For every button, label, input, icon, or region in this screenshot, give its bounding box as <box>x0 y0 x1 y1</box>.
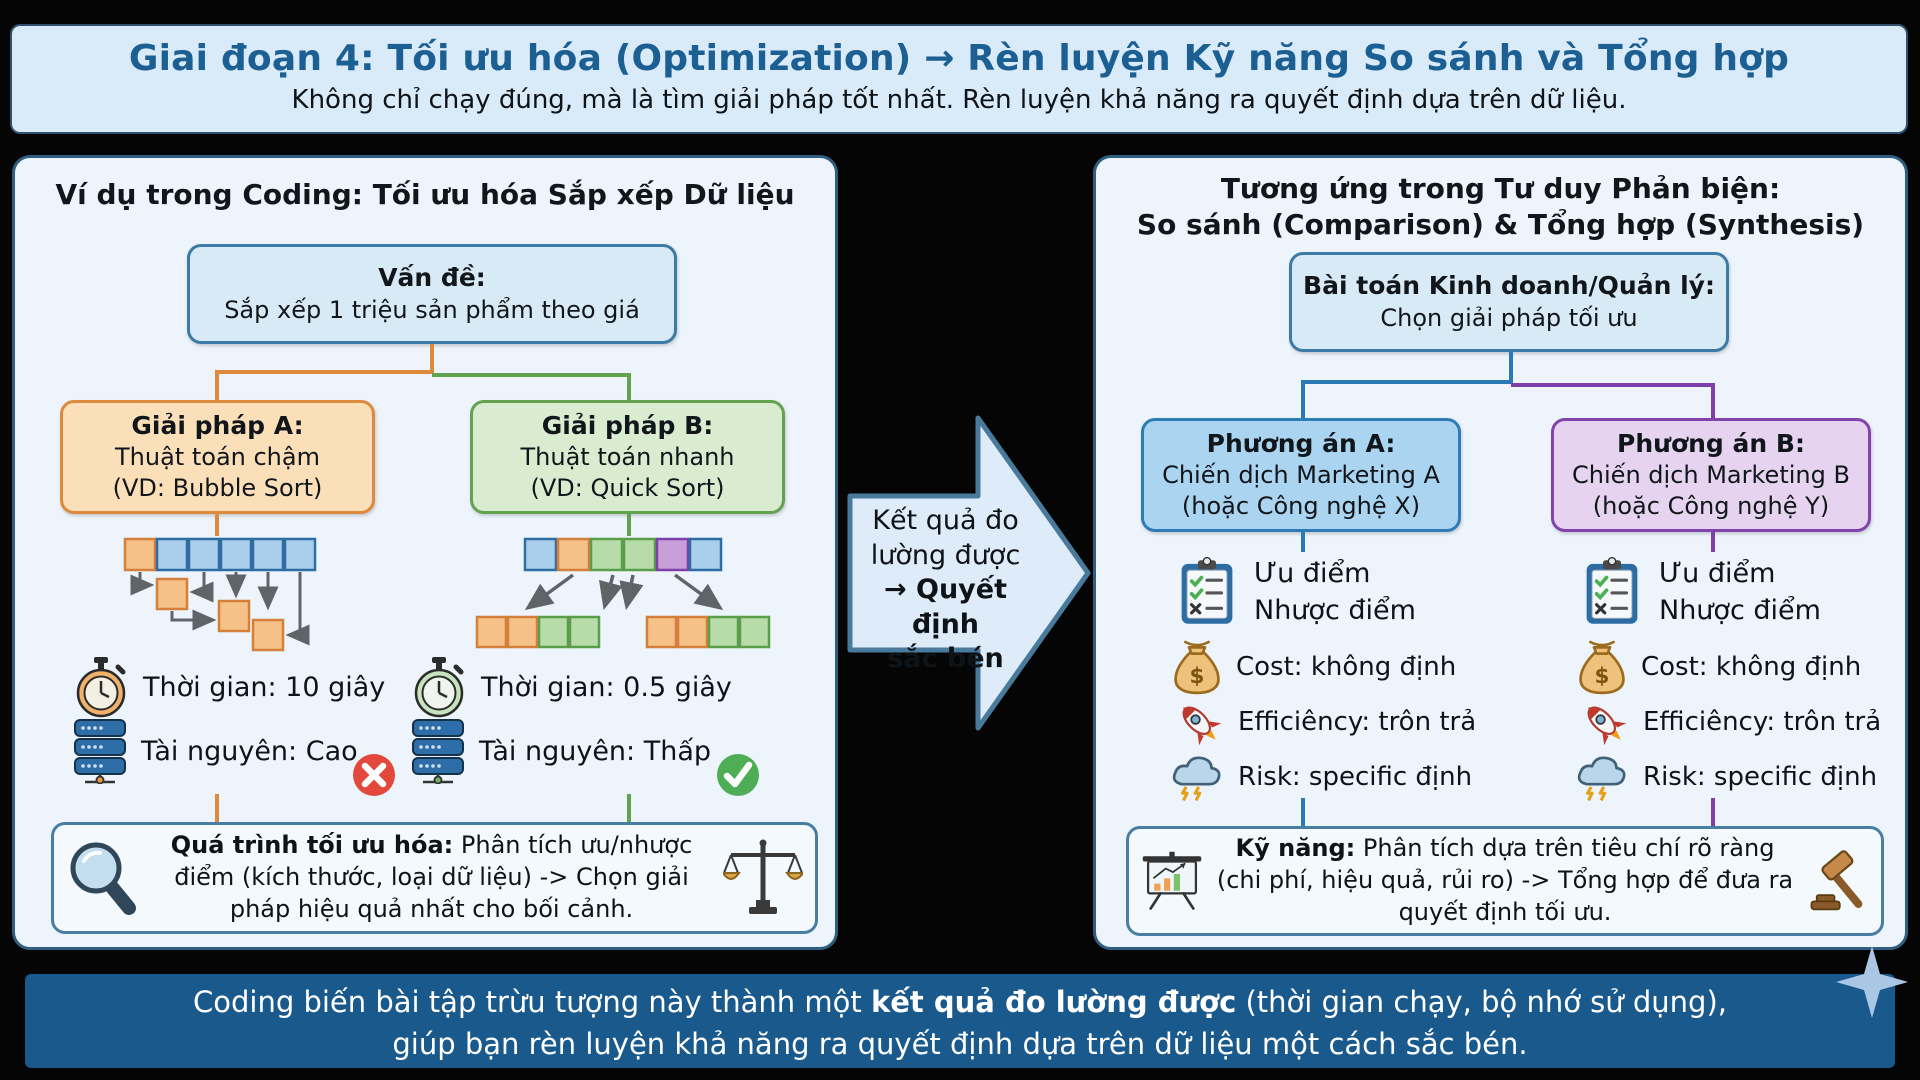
business-problem-text: Chọn giải pháp tối ưu <box>1380 303 1638 332</box>
footer-banner <box>25 974 1895 1068</box>
optimization-process-text: Quá trình tối ưu hóa: Phân tích ưu/nhược điểm (kích thước, loại dữ liệu) -> Chọn giải pháp hiệu quả nhất cho bối cảnh. <box>170 831 693 923</box>
connector-drop-b <box>627 373 631 400</box>
option-a-label: Phương án A: <box>1206 428 1396 458</box>
clipboard-checklist-icon <box>1583 554 1641 630</box>
connector-b-to-criteria <box>1711 532 1715 552</box>
connector-drop-option-a <box>1301 380 1305 418</box>
skill-text: Kỹ năng: Phân tích dựa trên tiêu chí rõ ràng (chi phí, hiệu quả, rủi ro) -> Tổng hợp để đưa ra quyết định tối ưu. <box>1216 834 1794 926</box>
connector-b-to-skill <box>1711 798 1715 826</box>
connector-b-to-diagram <box>627 514 631 536</box>
server-icon <box>73 718 127 784</box>
connector-drop-option-b <box>1711 383 1715 418</box>
skill-label: Kỹ năng: <box>1235 834 1356 863</box>
criteria-cost-text: Cost: không định <box>1641 652 1862 682</box>
sparkle-icon <box>1836 946 1908 1018</box>
criteria-efficiency-text: Efficiêncy: trôn trả <box>1643 707 1882 737</box>
connector-stem-orange <box>430 344 434 372</box>
metric-b-time-text: Thời gian: 0.5 giây <box>481 671 732 703</box>
svg-text:$: $ <box>1594 664 1610 690</box>
connector-a-to-criteria <box>1301 532 1305 552</box>
criteria-b-cost <box>1577 638 1861 696</box>
criteria-risk-text: Risk: specific định <box>1643 762 1878 792</box>
criteria-cons-text: Nhược điểm <box>1659 595 1821 626</box>
coding-problem-label: Vấn đề: <box>378 263 486 293</box>
money-bag-icon <box>1172 638 1222 696</box>
footer-line2: giúp bạn rèn luyện khả năng ra quyết định dựa trên dữ liệu một cách sắc bén. <box>392 1027 1528 1062</box>
page-title: Giai đoạn 4: Tối ưu hóa (Optimization) → Rèn luyện Kỹ năng So sánh và Tổng hợp <box>128 38 1790 79</box>
accept-check-icon <box>715 752 761 798</box>
flow-arrow-label: Kết quả đo lường được → Quyết định sắc bén <box>870 505 1021 675</box>
connector-branch-option-b <box>1511 383 1713 387</box>
criteria-pros-text: Ưu điểm <box>1659 558 1776 589</box>
connector-a-to-skill <box>1301 798 1305 826</box>
presentation-chart-icon <box>1141 849 1203 913</box>
rocket-icon <box>1172 696 1224 748</box>
reject-cross-icon <box>351 752 397 798</box>
option-a-box <box>1141 418 1461 532</box>
business-problem-box <box>1289 252 1729 352</box>
footer-line1: Coding biến bài tập trừu tượng này thành một kết quả đo lường được (thời gian chạy, bộ nhớ sử dụng), <box>192 985 1727 1019</box>
solution-a-line1: Thuật toán chậm <box>115 443 320 472</box>
coding-problem-box <box>187 244 677 344</box>
option-b-line1: Chiến dịch Marketing B <box>1572 461 1850 490</box>
business-problem-label: Bài toán Kinh doanh/Quản lý: <box>1303 271 1715 301</box>
metric-a-resource-text: Tài nguyên: Cao <box>141 735 358 767</box>
connector-branch-option-a <box>1301 380 1513 384</box>
money-bag-icon <box>1577 638 1627 696</box>
critical-panel-title-line1: Tương ứng trong Tư duy Phản biện: <box>1220 172 1781 205</box>
scales-icon <box>723 837 803 919</box>
criteria-b-risk <box>1575 750 1877 804</box>
optimization-process-label: Quá trình tối ưu hóa: <box>170 831 454 860</box>
metric-a-time <box>73 656 385 718</box>
svg-text:$: $ <box>1189 664 1205 690</box>
connector-a-to-diagram <box>215 514 219 536</box>
connector-branch-b <box>432 373 629 377</box>
optimization-process-box <box>51 822 818 934</box>
option-a-line2: (hoặc Công nghệ X) <box>1181 492 1421 521</box>
header-banner <box>10 24 1908 134</box>
solution-b-line1: Thuật toán nhanh <box>520 443 735 472</box>
metric-b-resource-text: Tài nguyên: Thấp <box>479 735 712 767</box>
connector-drop-a <box>215 370 219 400</box>
metric-b-resource <box>411 718 711 784</box>
magnifier-icon <box>66 839 140 917</box>
metric-a-resource <box>73 718 358 784</box>
gavel-icon <box>1807 848 1869 914</box>
skill-box <box>1126 826 1884 936</box>
stopwatch-icon <box>411 656 467 718</box>
bubble-sort-diagram <box>115 535 345 663</box>
solution-b-box <box>470 400 785 514</box>
quick-sort-diagram <box>475 535 775 663</box>
storm-cloud-icon <box>1170 750 1224 804</box>
connector-branch-a <box>215 370 434 374</box>
metric-b-time <box>411 656 732 718</box>
page-subtitle: Không chỉ chạy đúng, mà là tìm giải pháp tốt nhất. Rèn luyện khả năng ra quyết định dựa trên dữ liệu. <box>291 85 1627 115</box>
criteria-efficiency-text: Efficiêncy: trôn trả <box>1238 707 1477 737</box>
solution-b-label: Giải pháp B: <box>541 410 714 440</box>
criteria-cons-text: Nhược điểm <box>1254 595 1416 626</box>
metric-a-time-text: Thời gian: 10 giây <box>143 671 386 703</box>
option-b-line2: (hoặc Công nghệ Y) <box>1592 492 1830 521</box>
criteria-a-proscons <box>1178 554 1416 630</box>
criteria-b-efficiency <box>1577 696 1881 748</box>
connector-stem-blue <box>1509 352 1513 382</box>
connector-b-to-process <box>627 794 631 822</box>
stopwatch-icon <box>73 656 129 718</box>
storm-cloud-icon <box>1575 750 1629 804</box>
option-b-box <box>1551 418 1871 532</box>
coding-panel <box>12 155 838 950</box>
connector-a-to-process <box>215 794 219 822</box>
critical-thinking-panel <box>1093 155 1908 950</box>
clipboard-checklist-icon <box>1178 554 1236 630</box>
flow-arrow <box>846 412 1094 734</box>
criteria-a-risk <box>1170 750 1472 804</box>
option-b-label: Phương án B: <box>1617 428 1805 458</box>
criteria-risk-text: Risk: specific định <box>1238 762 1473 792</box>
criteria-a-cost <box>1172 638 1456 696</box>
rocket-icon <box>1577 696 1629 748</box>
criteria-pros-text: Ưu điểm <box>1254 558 1371 589</box>
criteria-cost-text: Cost: không định <box>1236 652 1457 682</box>
solution-a-box <box>60 400 375 514</box>
server-icon <box>411 718 465 784</box>
solution-b-line2: (VD: Quick Sort) <box>530 474 725 503</box>
critical-panel-title-line2: So sánh (Comparison) & Tổng hợp (Synthesis) <box>1136 208 1865 241</box>
coding-panel-title: Ví dụ trong Coding: Tối ưu hóa Sắp xếp Dữ liệu <box>55 178 795 211</box>
coding-problem-text: Sắp xếp 1 triệu sản phẩm theo giá <box>224 295 640 324</box>
solution-a-label: Giải pháp A: <box>131 410 304 440</box>
criteria-b-proscons <box>1583 554 1821 630</box>
criteria-a-efficiency <box>1172 696 1476 748</box>
solution-a-line2: (VD: Bubble Sort) <box>112 474 323 503</box>
option-a-line1: Chiến dịch Marketing A <box>1162 461 1440 490</box>
